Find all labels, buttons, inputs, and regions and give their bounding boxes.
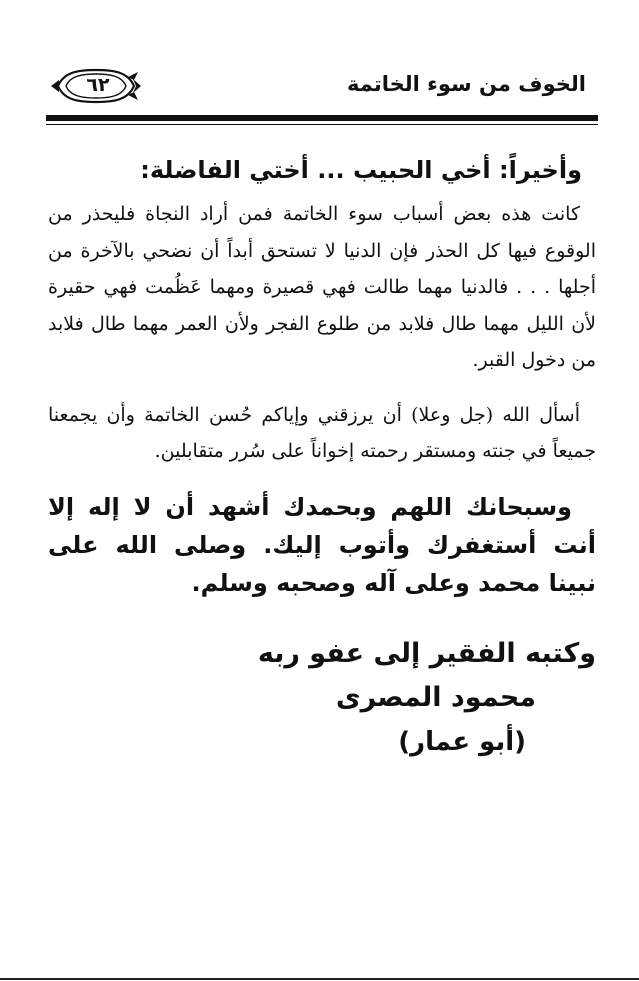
closing-dua: وسبحانك اللهم وبحمدك أشهد أن لا إله إلا أنت أستغفرك وأتوب إليك. وصلى الله على نبينا محمد وعلى آله وصحبه وسلم. [48,492,596,597]
section-heading: وأخيراً: أخي الحبيب ... أختي الفاضلة: [140,156,582,184]
paragraph-supplication: أسأل الله (جل وعلا) أن يرزقني وإياكم حُسن الخاتمة وأن يجمعنا جميعاً في جنته ومستقر رحمته إخواناً على سُرر متقابلين. [48,403,596,462]
signature-line-1: وكتبه الفقير إلى عفو ربه [257,637,596,669]
running-header-title: الخوف من سوء الخاتمة [347,72,586,96]
author-name: محمود المصرى [335,681,536,713]
author-signature [48,632,596,764]
page-number: ٦٢ [86,74,110,96]
author-kunya: (أبو عمار) [398,726,526,757]
page-bottom-edge [0,978,639,980]
paragraph-causes: كانت هذه بعض أسباب سوء الخاتمة فمن أراد النجاة فليحذر من الوقوع فيها كل الحذر فإن الدنيا لا تستحق أبداً أن نضحي بالآخرة من أجلها . . . فالدنيا مهما طالت فهي قصيرة ومهما عَظُمت فهي حقيرة لأن الليل مهما طال فلابد من طلوع الفجر ولأن العمر مهما طال فلابد من دخول القبر. [48,203,596,371]
header-rule-thin [46,124,598,125]
page-header [46,64,598,112]
page-number-badge [50,68,142,104]
header-rule-thick [46,115,598,121]
page-content [48,148,596,764]
